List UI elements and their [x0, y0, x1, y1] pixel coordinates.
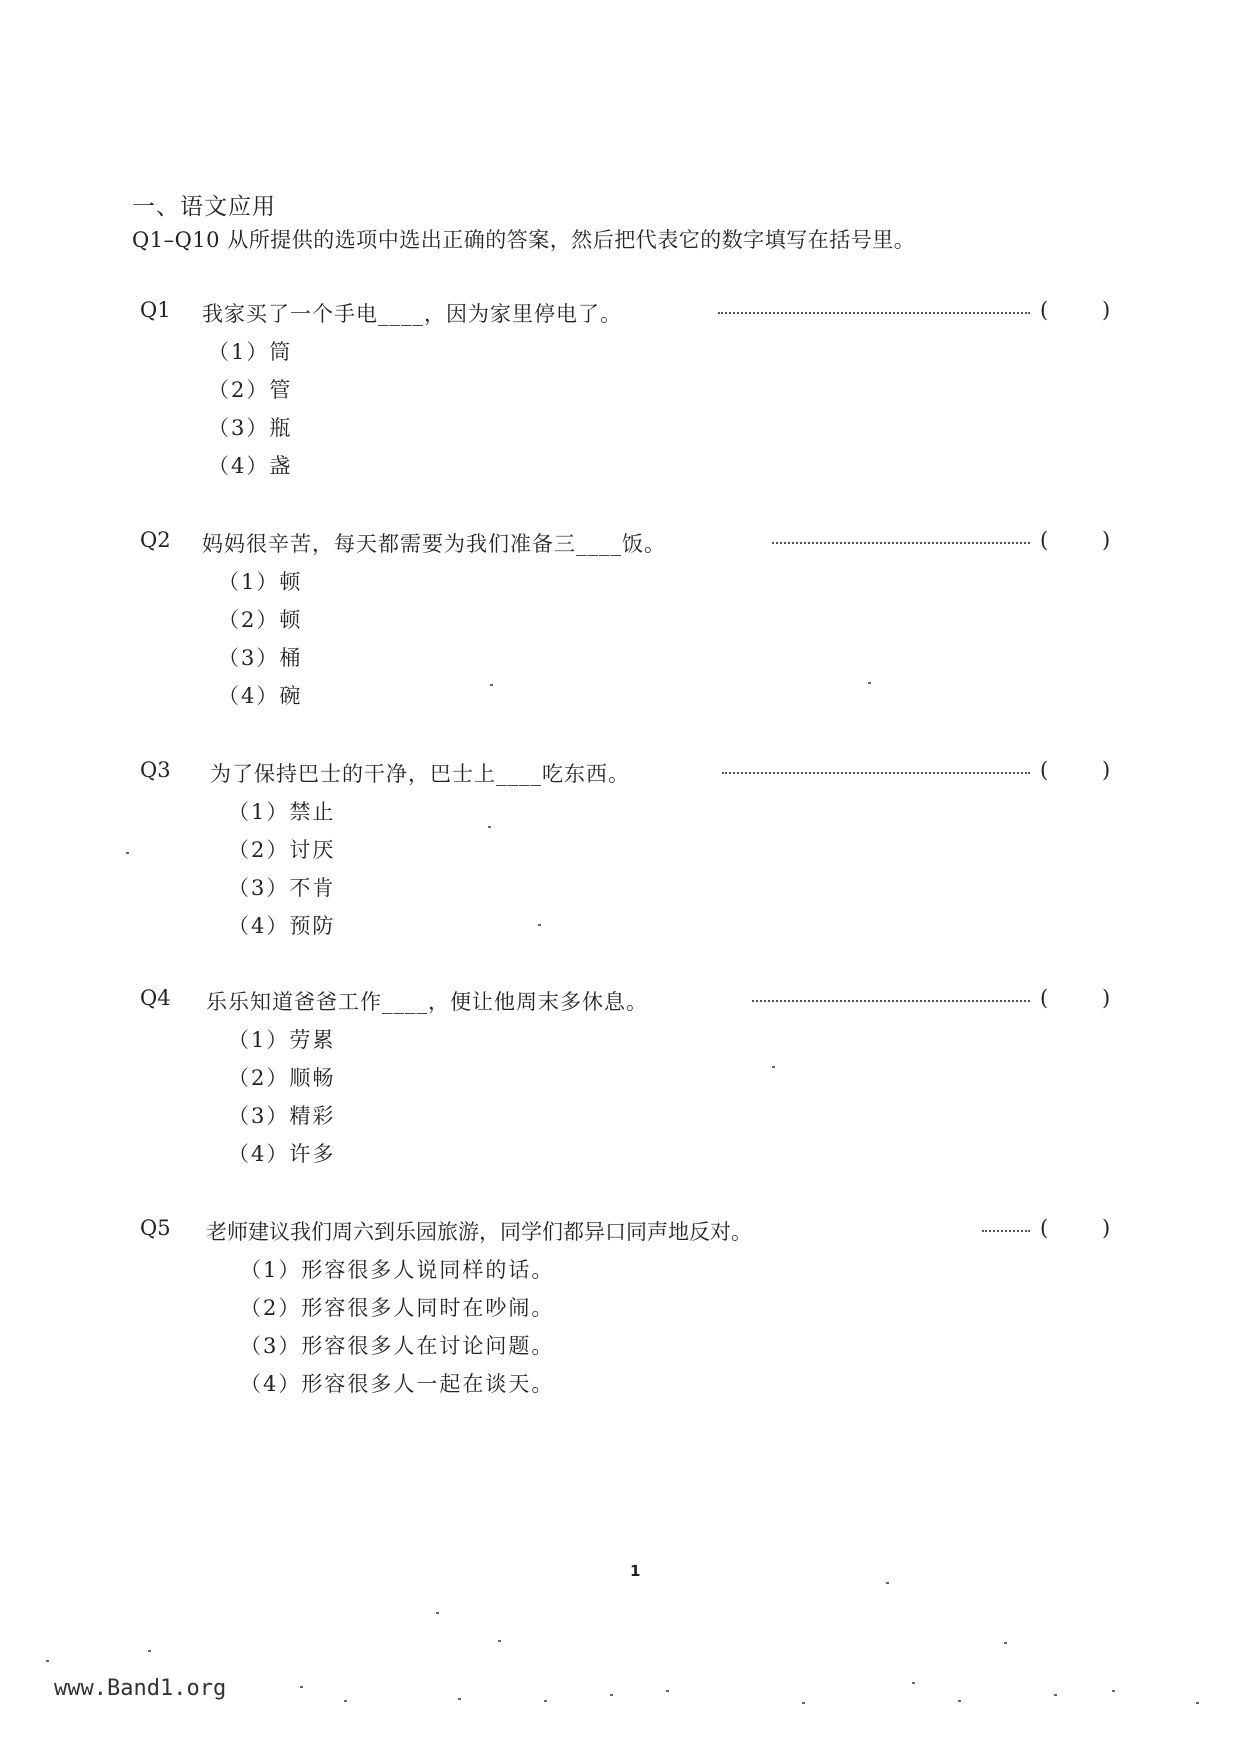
question-text: 为了保持巴士的干净，巴士上____吃东西。 — [210, 762, 630, 786]
option-1: （1）禁止 — [228, 800, 336, 824]
question-label: Q3 — [140, 758, 171, 782]
leader-dots — [752, 1000, 1030, 1002]
question-stem — [140, 298, 1120, 334]
option-3: （3）瓶 — [208, 416, 293, 440]
option-3: （3）桶 — [218, 646, 303, 670]
option-1: （1）劳累 — [228, 1028, 336, 1052]
scan-speck — [802, 1702, 805, 1704]
scan-speck — [498, 1640, 501, 1642]
leader-dots — [718, 312, 1030, 314]
scan-speck — [958, 1700, 961, 1702]
leader-dots — [722, 772, 1030, 774]
option-4: （4）形容很多人一起在谈天。 — [240, 1372, 555, 1396]
scan-speck — [666, 1690, 669, 1692]
scan-speck — [912, 1682, 915, 1684]
option-2: （2）顿 — [218, 608, 303, 632]
question-label: Q2 — [140, 528, 171, 552]
option-4: （4）许多 — [228, 1142, 336, 1166]
question-label: Q5 — [140, 1216, 171, 1240]
scan-speck — [1112, 1690, 1115, 1692]
scan-speck — [46, 1660, 49, 1662]
answer-paren-open: ( — [1040, 986, 1049, 1010]
option-2: （2）管 — [208, 378, 293, 402]
option-list — [140, 1254, 1120, 1406]
scan-speck — [488, 826, 491, 828]
question-3 — [140, 758, 1120, 948]
scan-speck — [126, 852, 129, 854]
answer-paren-open: ( — [1040, 528, 1049, 552]
question-text: 老师建议我们周六到乐园旅游，同学们都异口同声地反对。 — [206, 1220, 752, 1244]
scan-speck — [436, 1612, 439, 1614]
scan-speck — [544, 1700, 547, 1702]
question-text: 妈妈很辛苦，每天都需要为我们准备三____饭。 — [202, 532, 666, 556]
scan-speck — [1196, 1702, 1199, 1704]
answer-paren-close: ) — [1102, 298, 1111, 322]
scan-speck — [344, 1700, 347, 1702]
scan-speck — [772, 1066, 775, 1068]
question-4 — [140, 986, 1120, 1176]
question-stem — [140, 758, 1120, 794]
option-4: （4）碗 — [218, 684, 303, 708]
option-2: （2）形容很多人同时在吵闹。 — [240, 1296, 555, 1320]
option-4: （4）盏 — [208, 454, 293, 478]
option-2: （2）讨厌 — [228, 838, 336, 862]
scan-speck — [148, 1650, 151, 1652]
page-number: 1 — [630, 1562, 641, 1580]
question-stem — [140, 986, 1120, 1022]
question-text: 我家买了一个手电____，因为家里停电了。 — [202, 302, 622, 326]
option-1: （1）形容很多人说同样的话。 — [240, 1258, 555, 1282]
option-list — [140, 1024, 1120, 1176]
option-1: （1）筒 — [208, 340, 293, 364]
answer-paren-close: ) — [1102, 986, 1111, 1010]
option-list — [140, 566, 1120, 718]
option-list — [140, 796, 1120, 948]
scan-speck — [868, 682, 871, 684]
question-5 — [140, 1216, 1120, 1406]
scan-speck — [1004, 1642, 1007, 1644]
question-2 — [140, 528, 1120, 718]
answer-paren-close: ) — [1102, 1216, 1111, 1240]
option-3: （3）不肯 — [228, 876, 336, 900]
question-stem — [140, 1216, 1120, 1252]
footer-url: www.Band1.org — [54, 1676, 227, 1701]
scan-speck — [458, 1698, 461, 1700]
scan-speck — [1054, 1694, 1057, 1696]
scan-speck — [886, 1582, 889, 1584]
instruction-text: Q1–Q10 从所提供的选项中选出正确的答案，然后把代表它的数字填写在括号里。 — [132, 228, 916, 252]
question-1 — [140, 298, 1120, 488]
answer-paren-close: ) — [1102, 758, 1111, 782]
answer-paren-close: ) — [1102, 528, 1111, 552]
question-stem — [140, 528, 1120, 564]
section-title: 一、语文应用 — [132, 194, 276, 220]
option-3: （3）精彩 — [228, 1104, 336, 1128]
answer-paren-open: ( — [1040, 298, 1049, 322]
question-label: Q1 — [140, 298, 171, 322]
option-list — [140, 336, 1120, 488]
scan-speck — [300, 1686, 303, 1688]
option-4: （4）预防 — [228, 914, 336, 938]
answer-paren-open: ( — [1040, 758, 1049, 782]
option-1: （1）顿 — [218, 570, 303, 594]
option-3: （3）形容很多人在讨论问题。 — [240, 1334, 555, 1358]
option-2: （2）顺畅 — [228, 1066, 336, 1090]
leader-dots — [772, 542, 1030, 544]
question-text: 乐乐知道爸爸工作____，便让他周末多休息。 — [206, 990, 648, 1014]
scan-speck — [538, 924, 541, 926]
answer-paren-open: ( — [1040, 1216, 1049, 1240]
scan-speck — [490, 684, 493, 686]
question-label: Q4 — [140, 986, 171, 1010]
scan-speck — [610, 1694, 613, 1696]
leader-dots — [982, 1230, 1030, 1232]
